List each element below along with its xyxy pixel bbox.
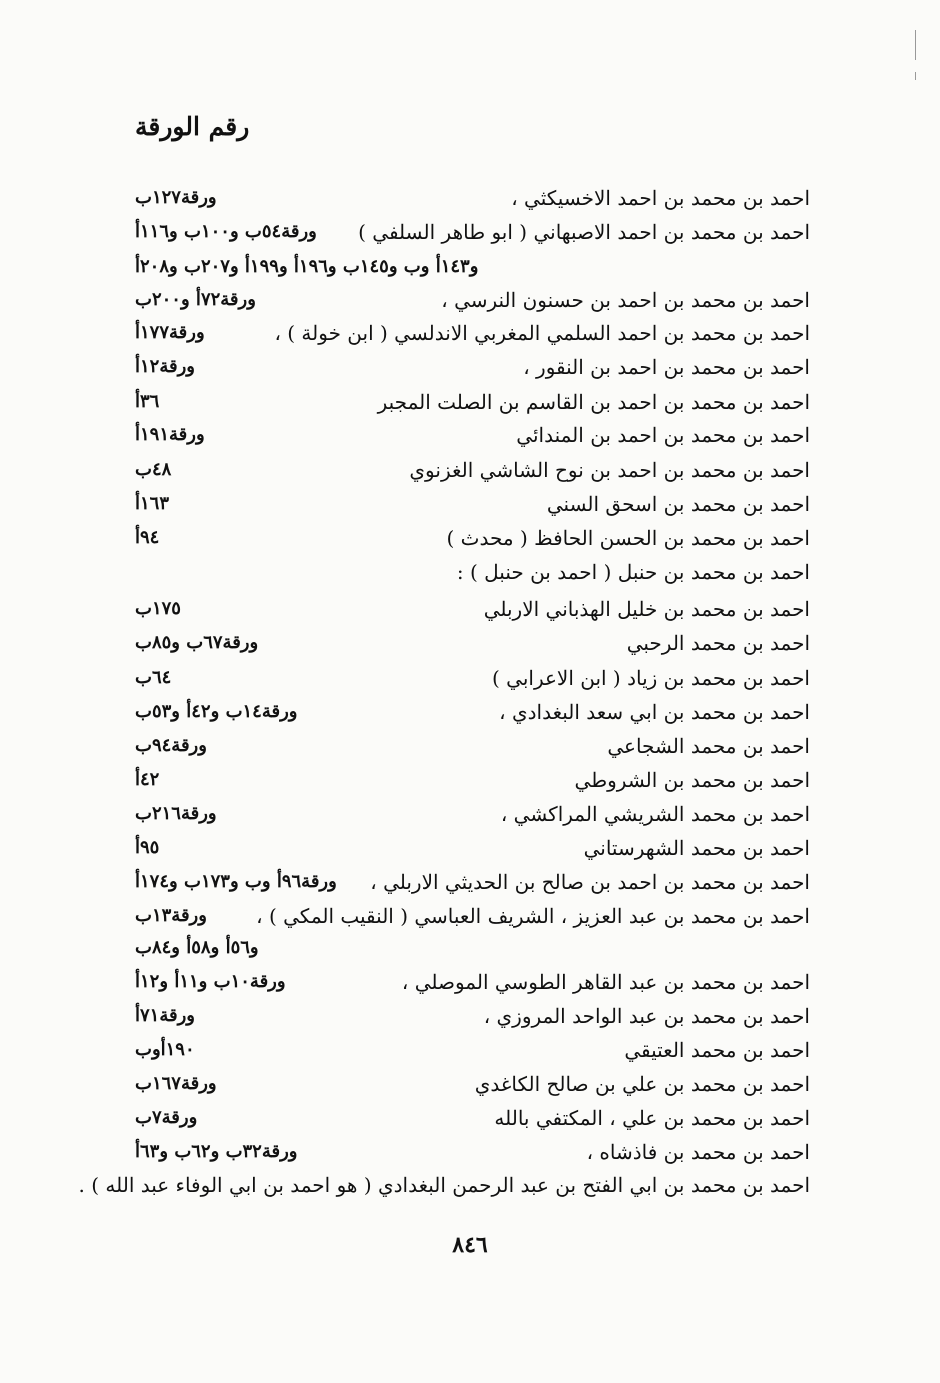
entry-name: احمد بن محمد بن الحسن الحافظ ( محدث ) <box>446 526 810 550</box>
entry-name: احمد بن محمد بن علي ، المكتفي بالله <box>494 1106 810 1130</box>
entry-name: احمد بن محمد بن احمد بن القاسم بن الصلت المجبر <box>377 390 810 414</box>
page-header: رقم الورقة <box>135 112 250 141</box>
entry-folio-ref: ورقة١٩١أ <box>135 424 205 445</box>
list-item <box>0 663 940 693</box>
list-item <box>0 799 940 829</box>
entry-folio-ref: ورقة٢١٦ب <box>135 803 217 824</box>
entry-folio-ref: ورقة٩٦أ وب و١٧٣ب و١٧٤أ <box>135 871 337 892</box>
entry-name: احمد بن محمد بن احمد بن المندائي <box>516 423 810 447</box>
entry-name: احمد بن محمد بن اسحق السني <box>546 492 810 516</box>
entry-name: احمد بن محمد بن الشروطي <box>574 768 810 792</box>
list-item <box>0 1170 940 1200</box>
entry-folio-ref: ٣٦أ <box>135 391 160 412</box>
entry-folio-ref: ٩٥أ <box>135 837 160 858</box>
list-item <box>0 867 940 897</box>
entry-name: احمد بن محمد بن زياد ( ابن الاعرابي ) <box>491 666 810 690</box>
entry-folio-ref: ١٩٠أوب <box>135 1039 195 1060</box>
list-item <box>0 557 940 587</box>
entry-name: احمد بن محمد بن احمد الاخسيكثي ، <box>511 186 810 210</box>
list-item <box>0 628 940 658</box>
list-item <box>0 252 940 282</box>
entry-name: احمد بن محمد بن ابي سعد البغدادي ، <box>499 700 810 724</box>
list-item <box>0 765 940 795</box>
entry-name: احمد بن محمد بن خليل الهذباني الاربلي <box>483 597 810 621</box>
entry-folio-ref: ورقة٧١أ <box>135 1005 195 1026</box>
entry-folio-ref: ٦٤ب <box>135 667 172 688</box>
entry-folio-ref: ٤٢أ <box>135 769 160 790</box>
list-item <box>0 901 940 931</box>
page-number: ٨٤٦ <box>452 1232 488 1258</box>
list-item <box>0 594 940 624</box>
entry-name: احمد بن محمد الرحبي <box>626 631 810 655</box>
entry-folio-ref: ورقة٣٢ب و٦٢ب و٦٣أ <box>135 1141 298 1162</box>
entry-name: احمد بن محمد بن عبد الواحد المروزي ، <box>483 1004 810 1028</box>
list-item <box>0 731 940 761</box>
entry-folio-ref: ورقة١٢أ <box>135 356 195 377</box>
list-item <box>0 318 940 348</box>
entry-name: احمد بن محمد الشريشي المراكشي ، <box>500 802 810 826</box>
list-item <box>0 1103 940 1133</box>
list-item <box>0 523 940 553</box>
entry-folio-ref: ٩٤أ <box>135 527 160 548</box>
list-item <box>0 420 940 450</box>
list-item <box>0 217 940 247</box>
entry-folio-ref: ورقة١٤ب و٤٢أ و٥٣ب <box>135 701 298 722</box>
entry-name: احمد بن محمد بن عبد العزيز ، الشريف العباسي ( النقيب المكي ) ، <box>256 904 810 928</box>
entry-name: احمد بن محمد بن احمد الاصبهاني ( ابو طاهر السلفي ) <box>358 220 810 244</box>
entry-name: احمد بن محمد العتيقي <box>624 1038 810 1062</box>
entry-name: احمد بن محمد بن احمد السلمي المغربي الاندلسي ( ابن خولة ) ، <box>274 321 810 345</box>
entry-folio-ref: ١٦٣أ <box>135 493 170 514</box>
entry-folio-ref: ورقة٧ب <box>135 1107 198 1128</box>
list-item <box>0 183 940 213</box>
entry-name: احمد بن محمد بن علي بن صالح الكاغدي <box>474 1072 810 1096</box>
entry-folio-ref: ورقة١٣ب <box>135 905 207 926</box>
list-item <box>0 833 940 863</box>
list-item <box>0 352 940 382</box>
list-item <box>0 1137 940 1167</box>
entry-folio-ref: ورقة١٧٧أ <box>135 322 205 343</box>
entry-name: احمد بن محمد الشهرستاني <box>583 836 810 860</box>
entry-folio-ref: و٥٦أ و٥٨أ و٨٤ب <box>135 937 259 958</box>
entry-folio-ref: ورقة١٢٧ب <box>135 187 217 208</box>
entry-name: احمد بن محمد بن احمد بن نوح الشاشي الغزنوي <box>409 458 810 482</box>
edge-mark <box>915 30 916 60</box>
entry-name: احمد بن محمد بن ابي الفتح بن عبد الرحمن البغدادي ( هو احمد بن ابي الوفاء عبد الله ) . <box>78 1173 810 1197</box>
entry-folio-ref: ٤٨ب <box>135 459 172 480</box>
list-item <box>0 967 940 997</box>
entry-folio-ref: ١٧٥ب <box>135 598 181 619</box>
list-item <box>0 1069 940 1099</box>
list-item <box>0 1001 940 1031</box>
entry-name: احمد بن محمد بن احمد بن النقور ، <box>523 355 810 379</box>
list-item <box>0 489 940 519</box>
entry-name: احمد بن محمد بن احمد بن صالح بن الحديثي الاربلي ، <box>370 870 810 894</box>
entry-folio-ref: ورقة٥٤ب و١٠٠ب و١١٦أ <box>135 221 317 242</box>
entry-folio-ref: ورقة٦٧ب و٨٥ب <box>135 632 259 653</box>
list-item <box>0 933 940 963</box>
list-item <box>0 285 940 315</box>
entry-folio-ref: ورقة١٦٧ب <box>135 1073 217 1094</box>
entry-folio-ref: ورقة٧٢أ و٢٠٠ب <box>135 289 256 310</box>
entry-folio-ref: ورقة٩٤ب <box>135 735 207 756</box>
list-item <box>0 697 940 727</box>
edge-mark <box>915 72 916 80</box>
entry-name: احمد بن محمد الشجاعي <box>607 734 810 758</box>
list-item <box>0 455 940 485</box>
list-item <box>0 387 940 417</box>
entry-folio-ref: و١٤٣أ وب و١٤٥ب و١٩٦أ و١٩٩أ و٢٠٧ب و٢٠٨أ <box>135 256 479 277</box>
entry-folio-ref: ورقة١٠ب و١١أ و١٢أ <box>135 971 286 992</box>
entry-name: احمد بن محمد بن فاذشاه ، <box>586 1140 810 1164</box>
entry-name: احمد بن محمد بن احمد بن حسنون النرسي ، <box>441 288 810 312</box>
list-item <box>0 1035 940 1065</box>
entry-name: احمد بن محمد بن عبد القاهر الطوسي الموصلي ، <box>401 970 810 994</box>
entry-name: احمد بن محمد بن حنبل ( احمد بن حنبل ) : <box>456 560 810 584</box>
